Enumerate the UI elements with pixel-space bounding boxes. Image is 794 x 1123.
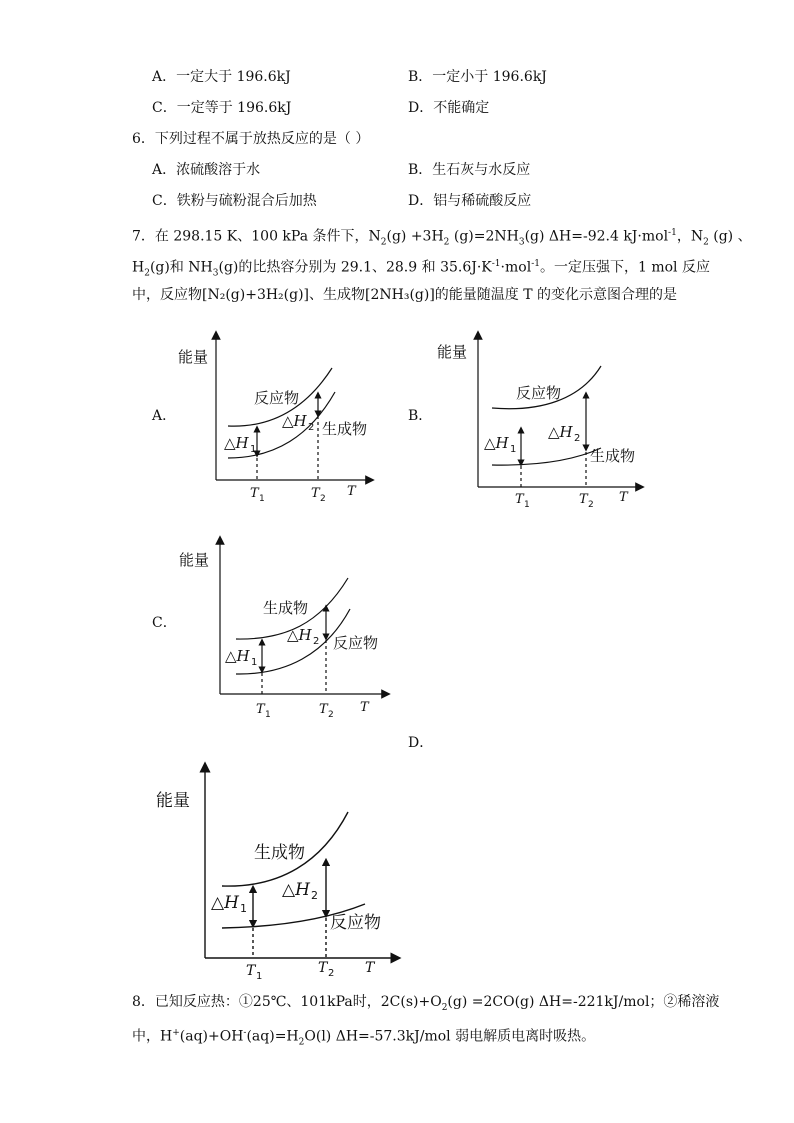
- q5-option-c: C．一定等于 196.6kJ: [152, 100, 292, 116]
- graph-d-t2: T: [318, 960, 328, 976]
- q7-stem-line1: 7．在 298.15 K、100 kPa 条件下，$N_2(g) +3H_2$ $(g)=2NH_3(g)$ ΔH=-92.4 kJ·mol$^{-1}$，$N_2$ (g) 、: [132, 228, 752, 248]
- svg-text:1: 1: [256, 971, 263, 982]
- svg-text:1: 1: [524, 500, 530, 510]
- graph-d-energy-label: 能量: [156, 791, 190, 811]
- graph-a-energy-label: 能量: [178, 348, 209, 366]
- q6-option-d: D．铝与稀硫酸反应: [408, 193, 532, 209]
- svg-text:1: 1: [251, 657, 258, 668]
- q7-option-a-label: A．: [152, 408, 177, 424]
- graph-c-dh2-label: △H: [287, 626, 312, 644]
- graph-c-dh1-label: △H: [225, 647, 250, 665]
- q8-stem-line2: 中，$H^+(aq)+OH^-(aq)=H_2O(l)$ ΔH=-57.3kJ/mol 弱电解质电离时吸热。: [132, 1028, 596, 1048]
- q7-option-c-label: C．: [152, 615, 177, 631]
- svg-text:2: 2: [328, 710, 334, 720]
- graph-c-product-label: 生成物: [263, 599, 309, 617]
- graph-b-labels: [437, 343, 635, 510]
- svg-text:2: 2: [574, 433, 581, 444]
- graph-b-t1: T: [515, 492, 524, 507]
- svg-text:2: 2: [320, 494, 326, 504]
- graph-b-t-axis: T: [619, 490, 628, 505]
- graph-a-t-axis: T: [347, 484, 356, 499]
- graph-d-reactant-label: 反应物: [330, 913, 381, 933]
- svg-text:2: 2: [308, 422, 315, 433]
- graph-b-dh2-label: △H: [548, 423, 573, 441]
- q5-option-a: A．一定大于 196.6kJ: [152, 69, 291, 85]
- graph-c-energy-label: 能量: [179, 551, 210, 569]
- graph-c-t1: T: [256, 702, 265, 717]
- svg-text:1: 1: [510, 444, 517, 455]
- q6-option-c: C．铁粉与硫粉混合后加热: [152, 193, 317, 209]
- q6-stem: 6．下列过程不属于放热反应的是（ ）: [132, 131, 370, 147]
- q7-stem-line3: 中，反应物[N₂(g)+3H₂(g)]、生成物[2NH₃(g)]的能量随温度 T 的变化示意图合理的是: [132, 287, 678, 303]
- graph-c-reactant-label: 反应物: [333, 634, 379, 652]
- svg-text:1: 1: [265, 710, 271, 720]
- graph-c-t2: T: [319, 702, 328, 717]
- graph-c-labels: [179, 551, 378, 720]
- graph-b-energy-label: 能量: [437, 343, 468, 361]
- graph-c-t-axis: T: [360, 700, 369, 715]
- svg-text:1: 1: [250, 444, 257, 455]
- graph-d-t-axis: T: [365, 960, 375, 976]
- graph-d-labels: [156, 791, 381, 982]
- q8-stem-line1: 8．已知反应热：①25℃、101kPa时，$2C(s)+O_2(g) =2CO(g)$ ΔH=-221kJ/mol；②稀溶液: [132, 994, 720, 1013]
- graph-c: [220, 540, 386, 694]
- q7-stem-line2: $H_2(g)$和 $NH_3(g)$的比热容分别为 29.1、28.9 和 $35.6J\cdot K^{-1}\cdot mol^{-1}$。一定压强下，1 mol 反应: [132, 259, 710, 279]
- graph-b-dh1-label: △H: [484, 434, 509, 452]
- svg-text:2: 2: [311, 889, 318, 902]
- graph-d-dh2-label: △H: [282, 880, 310, 900]
- graph-b-t2: T: [579, 492, 588, 507]
- q6-option-b: B．生石灰与水反应: [408, 162, 531, 178]
- svg-text:2: 2: [328, 968, 335, 979]
- svg-text:2: 2: [588, 500, 594, 510]
- graph-a: [216, 335, 370, 480]
- graph-a-product-label: 生成物: [322, 420, 368, 438]
- graph-d-dh1-label: △H: [211, 893, 239, 913]
- svg-text:1: 1: [259, 494, 265, 504]
- q7-option-d-label: D．: [408, 735, 434, 751]
- q7-option-b-label: B．: [408, 408, 433, 424]
- graph-a-dh1-label: △H: [224, 434, 249, 452]
- graph-b-reactant-label: 反应物: [516, 384, 562, 402]
- graph-a-dh2-label: △H: [282, 412, 307, 430]
- q5-option-d: D．不能确定: [408, 100, 490, 116]
- q6-option-a: A．浓硫酸溶于水: [152, 162, 261, 178]
- graph-a-reactant-label: 反应物: [254, 389, 300, 407]
- graph-d-t1: T: [246, 963, 256, 979]
- graph-a-t1: T: [250, 486, 259, 501]
- graph-d-product-label: 生成物: [254, 843, 305, 863]
- graph-b-product-label: 生成物: [590, 447, 636, 465]
- svg-text:1: 1: [240, 902, 247, 915]
- svg-text:2: 2: [313, 636, 320, 647]
- graph-a-t2: T: [311, 486, 320, 501]
- q5-option-b: B．一定小于 196.6kJ: [408, 69, 547, 85]
